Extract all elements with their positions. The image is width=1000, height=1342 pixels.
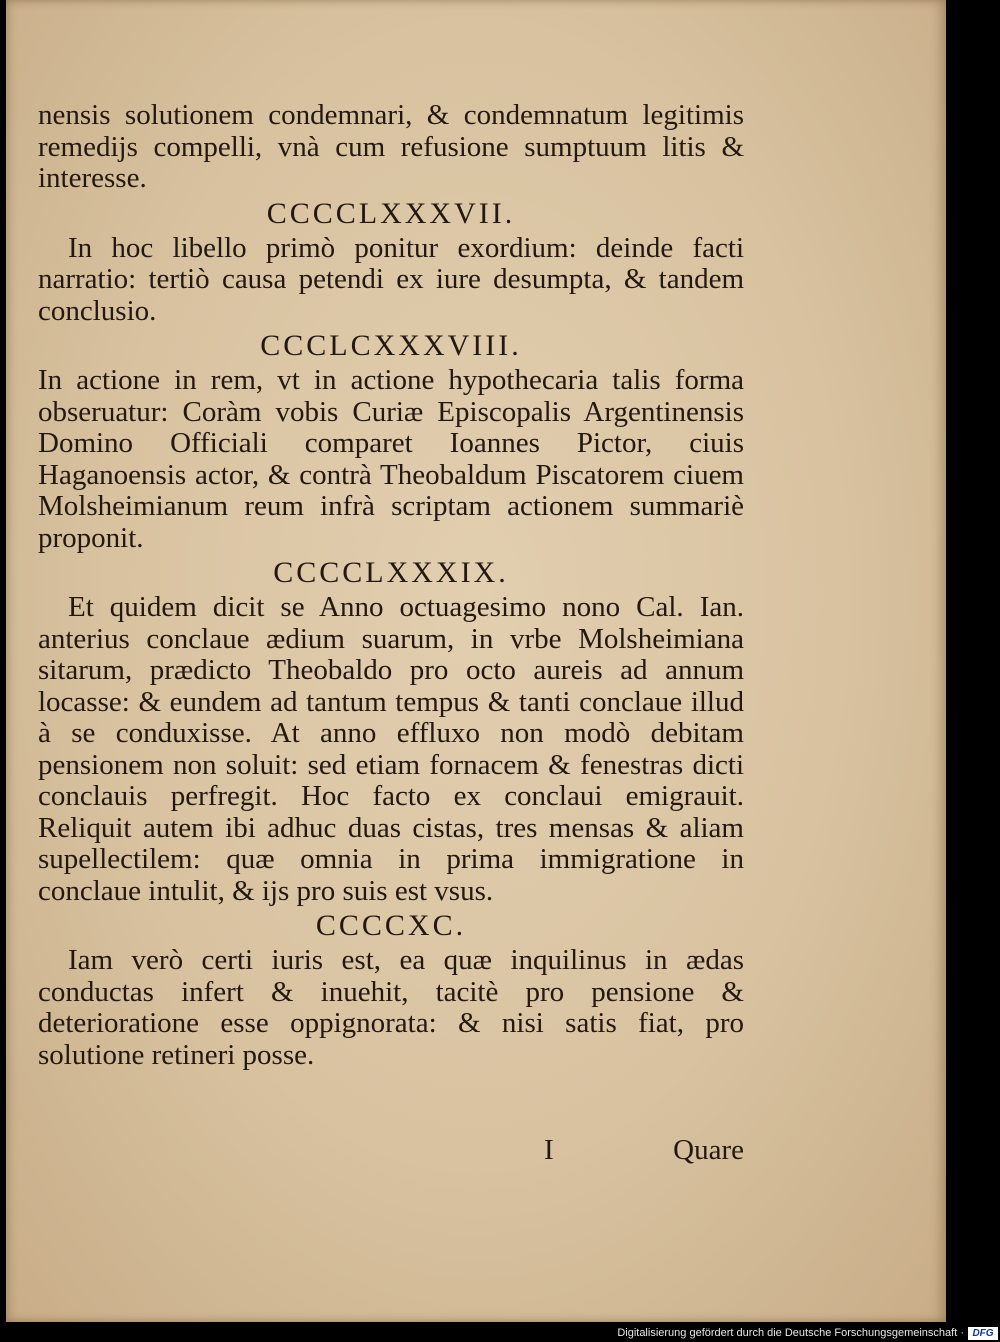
paragraph-4: Et quidem dicit se Anno octuagesimo nono Cal. Ian. anterius conclaue ædium suarum, in vrbe Molsheimiana sitarum, prædicto Theobaldo pro octo aureis ad annum locasse: & eundem ad tantum tempus & tanti conclaue illud à se conduxisse. At anno effluxo non modò debitam pensionem non soluit: sed etiam fornacem & fenestras dicti conclauis perfregit. Hoc facto ex conclaui emigrauit. Reliquit autem ibi adhuc duas cistas, tres mensas & aliam supellectilem: quæ omnia in prima immigratione in conclaue intulit, & ijs pro suis est vsus. [38, 591, 744, 907]
signature-mark: I [544, 1134, 554, 1166]
paragraph-3: In actione in rem, vt in actione hypothecaria talis forma obseruatur: Coràm vobis Curiæ Episcopalis Argentinensis Domino Officiali comparet Ioannes Pictor, ciuis Haganoensis actor, & contrà Theobaldum Piscatorem ciuem Molsheimianum reum infrà scriptam actionem summariè proponit. [38, 364, 744, 554]
dfg-logo: DFG [968, 1327, 998, 1340]
section-heading-489: CCCCLXXXIX. [273, 556, 509, 589]
catchword: Quare [673, 1134, 744, 1166]
paragraph-1: nensis solutionem condemnari, & condemnatum legitimis remedijs compelli, vnà cum refusione sumptuum litis & interesse. [38, 99, 744, 194]
digitization-credit: Digitalisierung gefördert durch die Deutsche Forschungsgemeinschaft · [617, 1327, 964, 1339]
section-heading-487: CCCCLXXXVII. [266, 196, 516, 230]
section-heading-488: CCCLCXXXVIII. [260, 329, 522, 362]
page-body [38, 100, 744, 1071]
paragraph-2: In hoc libello primò ponitur exordium: deinde facti narratio: tertiò causa petendi ex iure desumpta, & tandem conclusio. [38, 231, 744, 327]
section-heading-490: CCCCXC. [315, 909, 467, 942]
book-page [6, 0, 946, 1322]
paragraph-5: Iam verò certi iuris est, ea quæ inquilinus in ædas conductas infert & inuehit, tacitè pro pensione & deterioratione esse oppignorata: & nisi satis fiat, pro solutione retineri posse. [38, 944, 744, 1071]
page-footer [38, 1134, 744, 1170]
